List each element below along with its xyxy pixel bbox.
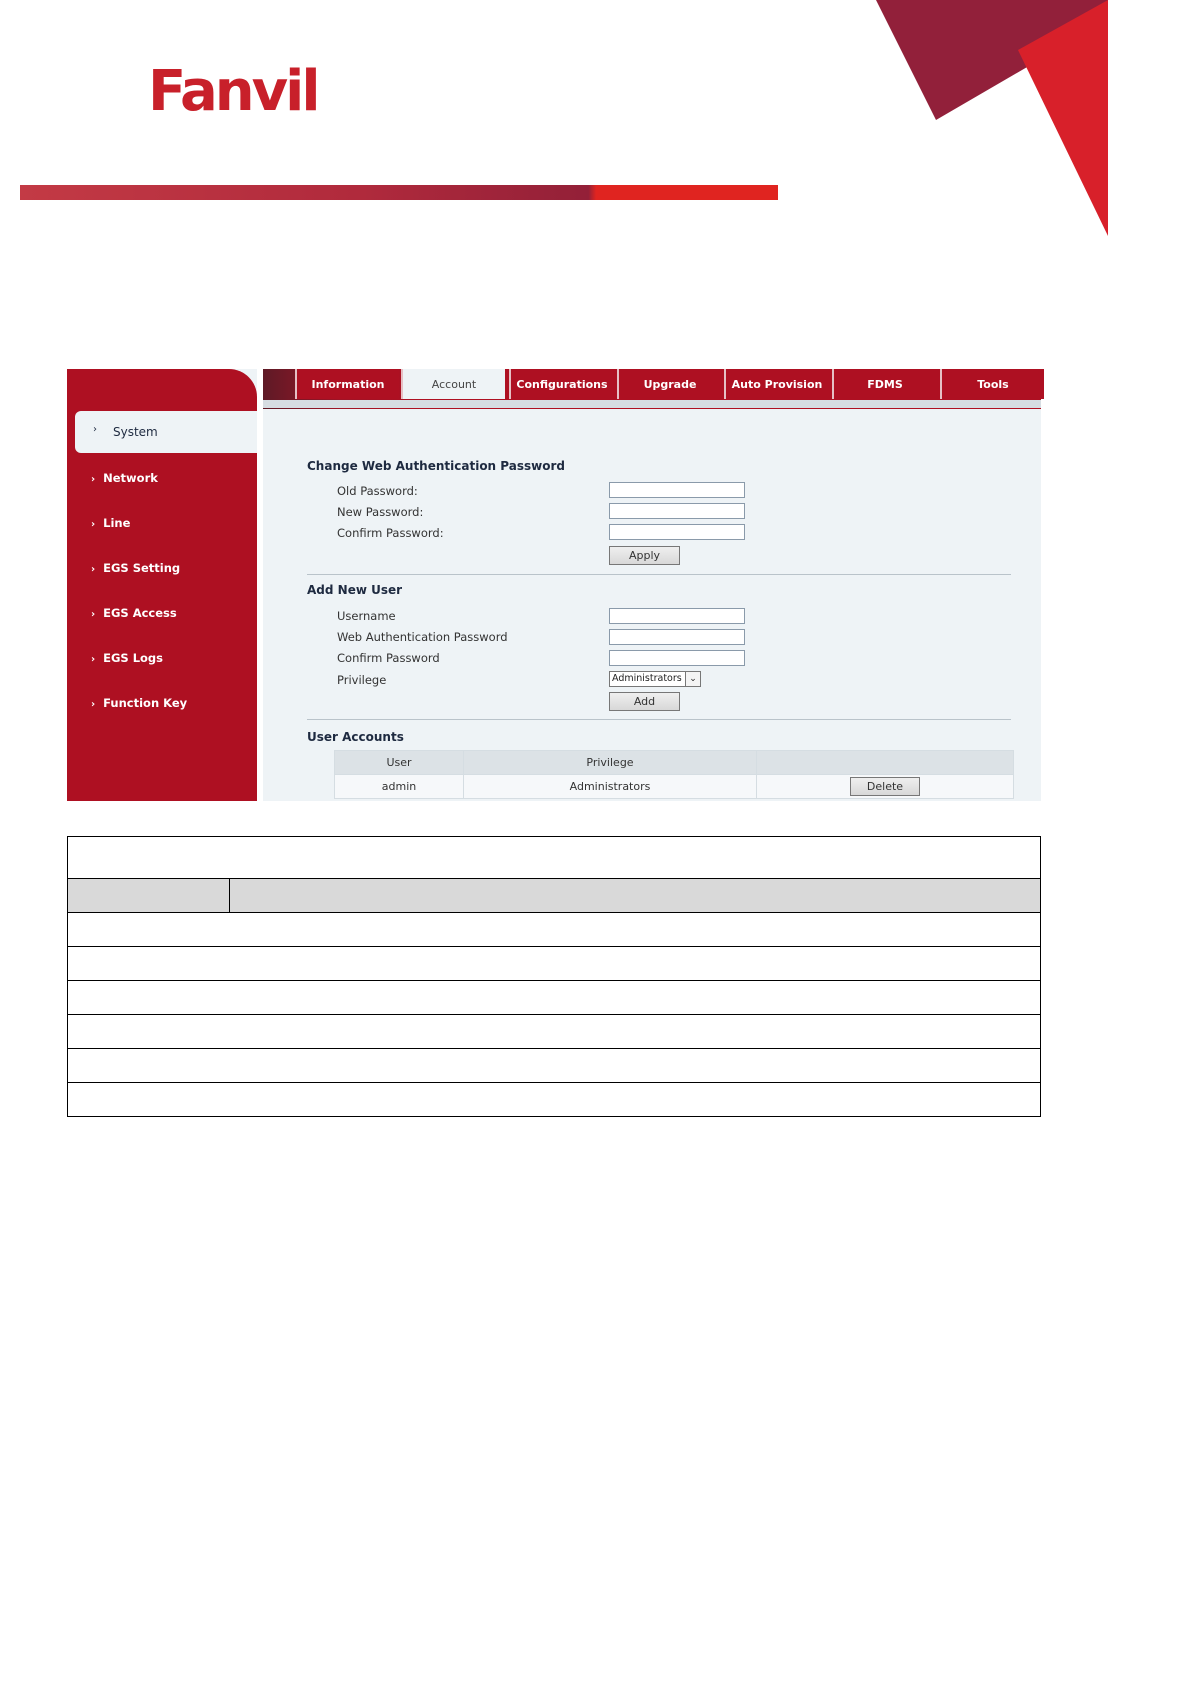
column-header-user: User [335, 751, 464, 775]
privilege-select[interactable] [609, 671, 701, 687]
sidebar-divider [257, 369, 263, 801]
chevron-right-icon: › [93, 424, 97, 435]
sidebar-item-label: Network [103, 471, 158, 485]
table-header-row [335, 751, 1014, 775]
sidebar-item-line[interactable] [91, 516, 130, 530]
user-cell: admin [335, 775, 464, 799]
web-password-field[interactable] [609, 629, 745, 645]
table-cell [68, 1083, 1041, 1117]
table-row [68, 837, 1041, 879]
user-accounts-table [334, 750, 1014, 799]
table-row [68, 1083, 1041, 1117]
table-cell [68, 913, 1041, 947]
add-user-button[interactable]: Add [609, 692, 680, 711]
table-cell [68, 1015, 1041, 1049]
user-accounts-title: User Accounts [307, 730, 404, 744]
privilege-label: Privilege [337, 673, 387, 687]
table-cell [230, 879, 1041, 913]
chevron-down-icon[interactable]: ⌄ [685, 672, 700, 686]
new-password-field[interactable] [609, 503, 745, 519]
sidebar-item-egs-setting[interactable] [91, 561, 180, 575]
change-password-title: Change Web Authentication Password [307, 459, 565, 473]
confirm-password-field[interactable] [609, 524, 745, 540]
sidebar-item-label: System [113, 425, 158, 439]
web-password-label: Web Authentication Password [337, 630, 508, 644]
header-gradient-bar [20, 185, 778, 200]
table-cell [68, 837, 1041, 879]
table-row [335, 775, 1014, 799]
chevron-right-icon: › [91, 519, 96, 530]
table-row [68, 981, 1041, 1015]
column-header-action [757, 751, 1014, 775]
column-header-privilege: Privilege [464, 751, 757, 775]
chevron-right-icon: › [91, 654, 96, 665]
privilege-selected-value: Administrators [612, 673, 682, 684]
action-cell [757, 775, 1014, 799]
table-cell [68, 879, 230, 913]
table-cell [68, 947, 1041, 981]
web-ui-screenshot [67, 369, 1041, 801]
sidebar-item-system[interactable] [75, 411, 257, 453]
tab-account[interactable]: Account [401, 369, 505, 399]
section-divider [307, 574, 1011, 575]
new-password-label: New Password: [337, 505, 424, 519]
table-row [68, 1049, 1041, 1083]
sidebar-item-label: Line [103, 516, 131, 530]
document-table [67, 836, 1041, 1117]
table-row [68, 1015, 1041, 1049]
privilege-cell: Administrators [464, 775, 757, 799]
tab-auto-provision[interactable]: Auto Provision [724, 369, 828, 399]
tab-configurations[interactable]: Configurations [509, 369, 613, 399]
table-row [68, 947, 1041, 981]
tab-strip [263, 400, 1041, 408]
sidebar-item-network[interactable] [91, 471, 158, 485]
sidebar-item-label: EGS Access [103, 606, 177, 620]
confirm-password-label: Confirm Password: [337, 526, 444, 540]
tab-fdms[interactable]: FDMS [832, 369, 936, 399]
svg-text:Fanvil: Fanvil [148, 62, 318, 116]
chevron-right-icon: › [91, 564, 96, 575]
sidebar-item-label: EGS Logs [103, 651, 164, 665]
username-label: Username [337, 609, 396, 623]
confirm-user-password-label: Confirm Password [337, 651, 440, 665]
section-divider [307, 719, 1011, 720]
sidebar-item-function-key[interactable] [91, 696, 187, 710]
tab-upgrade[interactable]: Upgrade [617, 369, 721, 399]
chevron-right-icon: › [91, 609, 96, 620]
table-cell [68, 981, 1041, 1015]
apply-button[interactable]: Apply [609, 546, 680, 565]
table-row [68, 913, 1041, 947]
sidebar-item-label: EGS Setting [103, 561, 181, 575]
old-password-field[interactable] [609, 482, 745, 498]
sidebar-item-egs-logs[interactable] [91, 651, 163, 665]
username-field[interactable] [609, 608, 745, 624]
table-header-row [68, 879, 1041, 913]
tab-tools[interactable]: Tools [940, 369, 1044, 399]
chevron-right-icon: › [91, 699, 96, 710]
old-password-label: Old Password: [337, 484, 418, 498]
tab-information[interactable]: Information [295, 369, 399, 399]
table-cell [68, 1049, 1041, 1083]
fanvil-logo-mark [148, 62, 328, 116]
sidebar-item-label: Function Key [103, 696, 188, 710]
add-user-title: Add New User [307, 583, 403, 597]
chevron-right-icon: › [91, 474, 96, 485]
delete-button[interactable]: Delete [850, 777, 920, 796]
sidebar-item-egs-access[interactable] [91, 606, 177, 620]
confirm-user-password-field[interactable] [609, 650, 745, 666]
corner-decoration [768, 0, 1108, 260]
fanvil-logo [148, 62, 328, 116]
